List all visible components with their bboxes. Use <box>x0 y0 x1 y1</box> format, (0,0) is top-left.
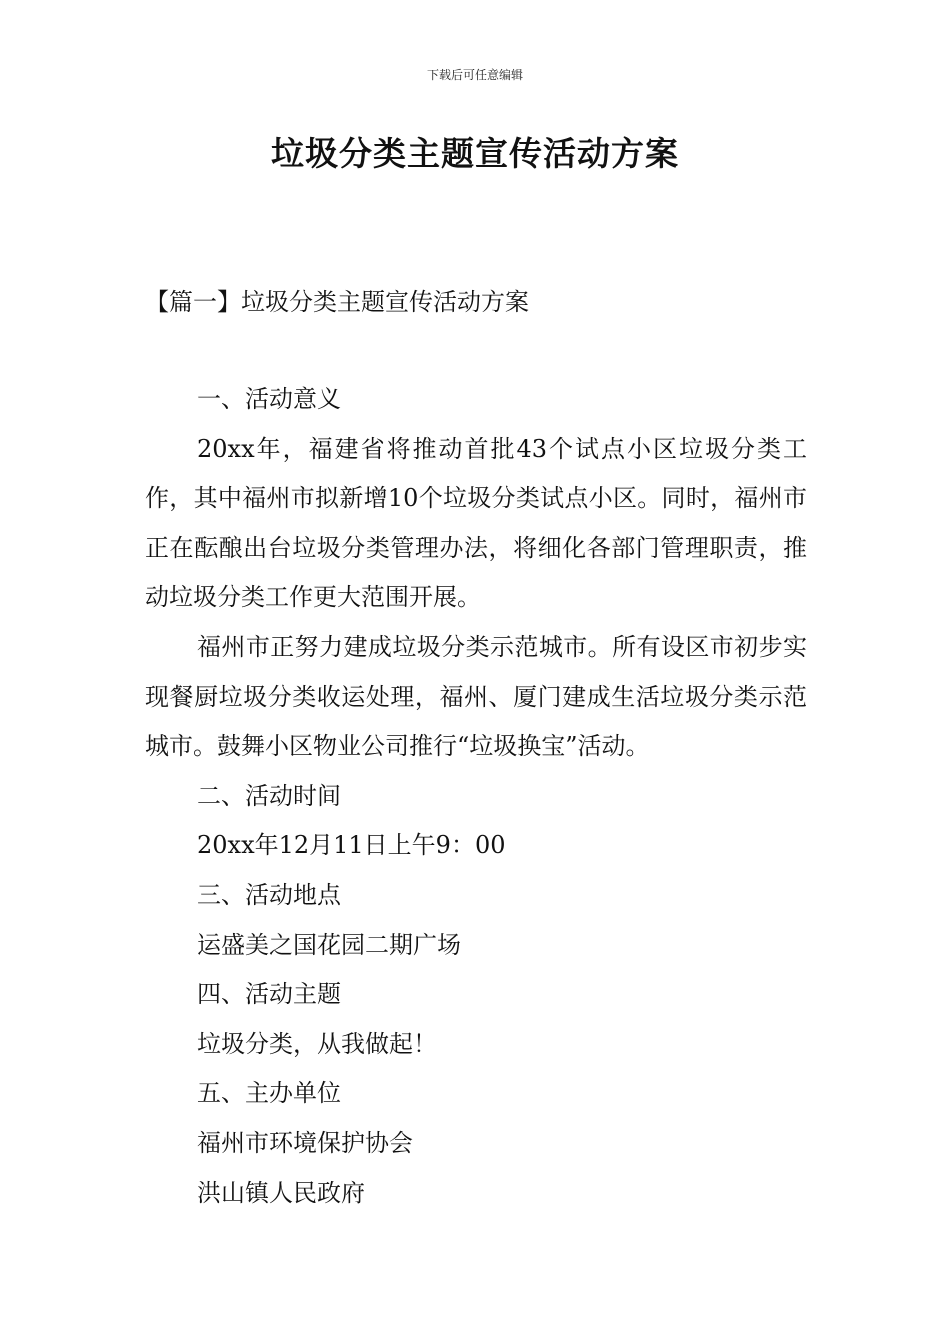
document-title: 垃圾分类主题宣传活动方案 <box>271 134 679 173</box>
activity-location-value: 运盛美之国花园二期广场 <box>197 930 461 959</box>
heading-activity-meaning: 一、活动意义 <box>197 385 341 413</box>
activity-time-value: 20xx年12月11日上午9：00 <box>197 831 506 860</box>
activity-theme-value: 垃圾分类，从我做起！ <box>197 1029 437 1058</box>
heading-activity-location: 三、活动地点 <box>197 880 341 909</box>
body-paragraph: 20xx年，福建省将推动首批43个试点小区垃圾分类工作，其中福州市拟新增10个垃圾分类试点小区。同时，福州市正在酝酿出台垃圾分类管理办法，将细化各部门管理职责，推动垃圾分类工作更大范围开展。 <box>145 434 807 612</box>
organizer-item: 福州市环境保护协会 <box>197 1128 413 1157</box>
heading-organizer: 五、主办单位 <box>197 1079 341 1108</box>
section-heading: 【篇一】垃圾分类主题宣传活动方案 <box>145 288 529 316</box>
page-header-note: 下载后可任意编辑 <box>426 68 523 82</box>
document-body <box>145 375 807 1218</box>
organizer-item: 洪山镇人民政府 <box>197 1178 365 1207</box>
body-paragraph: 福州市正努力建成垃圾分类示范城市。所有设区市初步实现餐厨垃圾分类收运处理，福州、厦门建成生活垃圾分类示范城市。鼓舞小区物业公司推行“垃圾换宝”活动。 <box>145 632 807 761</box>
heading-activity-time: 二、活动时间 <box>197 781 341 810</box>
heading-activity-theme: 四、活动主题 <box>197 980 341 1009</box>
